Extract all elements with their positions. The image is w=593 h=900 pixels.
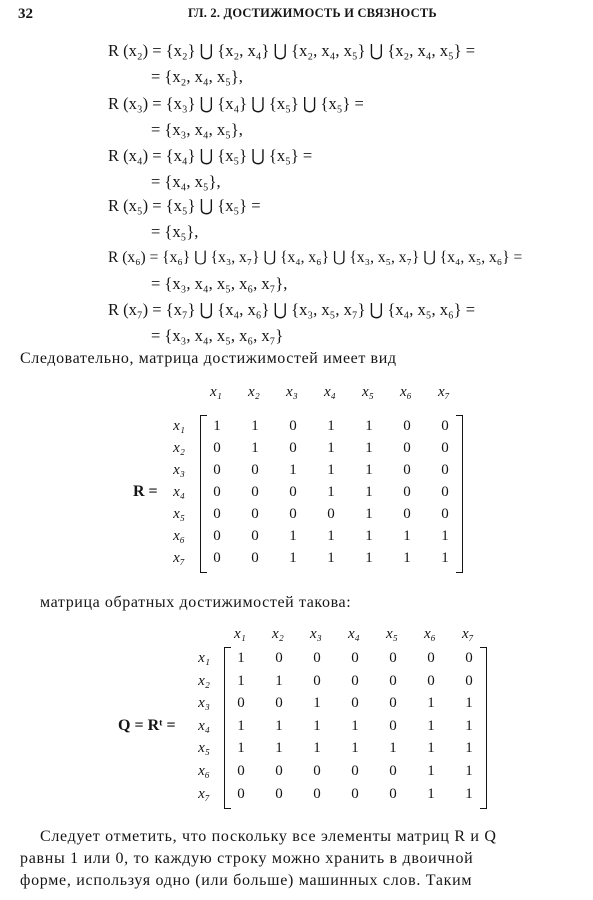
column-header: x₅ (362, 384, 374, 400)
matrix-cell: 0 (275, 695, 283, 712)
matrix-cell: 1 (365, 462, 373, 478)
column-header: x₄ (348, 626, 360, 642)
equation-line: = {x₃, x₄, x₅, x₆, x₇}, (151, 274, 288, 293)
matrix-cell: 0 (275, 785, 283, 802)
matrix-cell: 0 (251, 506, 259, 522)
matrix-cell: 1 (251, 440, 259, 456)
matrix-cell: 1 (365, 550, 373, 566)
matrix-cell: 1 (327, 462, 335, 478)
matrix-cell: 1 (251, 418, 259, 434)
matrix-cell: 1 (389, 740, 397, 757)
matrix-cell: 1 (351, 740, 359, 757)
paragraph-line: Следует отметить, что поскольку все элементы матриц R и Q (40, 828, 497, 845)
matrix-cell: 0 (441, 440, 449, 456)
matrix-cell: 0 (313, 650, 321, 666)
matrix-cell: 0 (441, 506, 449, 522)
matrix-cell: 0 (441, 418, 449, 434)
matrix-cell: 0 (237, 785, 245, 802)
matrix-cell: 1 (327, 440, 335, 456)
matrix-cell: 1 (237, 717, 245, 734)
matrix-cell: 1 (427, 785, 435, 802)
matrix-cell: 0 (289, 440, 297, 456)
matrix-cell: 1 (465, 763, 473, 779)
matrix-cell: 0 (389, 695, 397, 712)
matrix-cell: 1 (237, 672, 245, 689)
chapter-title: ГЛ. 2. ДОСТИЖИМОСТЬ И СВЯЗНОСТЬ (188, 6, 437, 20)
matrix-cell: 0 (403, 506, 411, 522)
column-header: x₂ (272, 626, 284, 642)
matrix-cell: 0 (427, 650, 435, 666)
equation-line: = {x₂, x₄, x₅}, (151, 67, 243, 86)
matrix-cell: 1 (465, 785, 473, 802)
equation-line: = {x₄, x₅}, (151, 172, 221, 191)
matrix-cell: 0 (351, 785, 359, 802)
matrix-label: R = (133, 483, 158, 500)
matrix-cell: 1 (327, 418, 335, 434)
equation-line: = {x₃, x₄, x₅, x₆, x₇} (151, 326, 284, 345)
matrix-cell: 0 (389, 785, 397, 802)
matrix-cell: 1 (427, 740, 435, 757)
matrix-cell: 1 (403, 528, 411, 544)
column-header: x₁ (210, 384, 222, 400)
matrix-cell: 0 (213, 550, 221, 566)
matrix-cell: 0 (213, 462, 221, 478)
matrix-cell: 1 (327, 528, 335, 544)
matrix-cell: 0 (313, 763, 321, 779)
equation-line: R (x₃) = {x₃} ⋃ {x₄} ⋃ {x₅} ⋃ {x₅} = (108, 94, 364, 113)
row-header: x₂ (198, 672, 210, 689)
matrix-cell: 1 (365, 418, 373, 434)
matrix-cell: 1 (313, 717, 321, 734)
matrix-cell: 0 (251, 528, 259, 544)
page-number: 32 (18, 6, 33, 22)
column-header: x₆ (424, 626, 436, 642)
matrix-cell: 1 (427, 763, 435, 779)
matrix-cell: 0 (213, 440, 221, 456)
matrix-cell: 0 (441, 462, 449, 478)
matrix-cell: 0 (465, 650, 473, 666)
matrix-cell: 1 (465, 695, 473, 712)
paragraph-inverse-reachability: матрица обратных достижимостей такова: (40, 594, 352, 611)
matrix-cell: 0 (275, 763, 283, 779)
column-header: x₇ (438, 384, 450, 400)
matrix-cell: 1 (289, 528, 297, 544)
row-header: x₃ (173, 462, 185, 478)
column-header: x₂ (248, 384, 260, 400)
matrix-label: Q = Rᵗ = (118, 716, 176, 734)
matrix-cell: 0 (427, 672, 435, 689)
matrix-cell: 1 (327, 484, 335, 500)
matrix-cell: 1 (427, 717, 435, 734)
matrix-cell: 0 (403, 484, 411, 500)
matrix-cell: 1 (289, 550, 297, 566)
equation-line: R (x₅) = {x₅} ⋃ {x₅} = (108, 196, 261, 215)
matrix-cell: 0 (313, 785, 321, 802)
matrix-cell: 0 (389, 672, 397, 689)
column-header: x₆ (400, 384, 412, 400)
row-header: x₄ (198, 717, 210, 734)
matrix-cell: 0 (213, 484, 221, 500)
matrix-cell: 0 (403, 418, 411, 434)
left-bracket (224, 647, 231, 809)
paragraph-reachability: Следовательно, матрица достижимостей имеет вид (20, 350, 397, 367)
column-header: x₃ (310, 626, 322, 642)
matrix-cell: 0 (275, 650, 283, 666)
column-header: x₁ (234, 626, 246, 642)
left-bracket (200, 415, 207, 573)
column-header: x₇ (462, 626, 474, 642)
page-header (18, 6, 578, 26)
matrix-cell: 1 (275, 717, 283, 734)
row-header: x₄ (173, 484, 185, 500)
column-header: x₄ (324, 384, 336, 400)
column-header: x₅ (386, 626, 398, 642)
matrix-cell: 1 (289, 462, 297, 478)
matrix-cell: 1 (441, 528, 449, 544)
equation-line: R (x₄) = {x₄} ⋃ {x₅} ⋃ {x₅} = (108, 146, 313, 165)
matrix-cell: 0 (251, 462, 259, 478)
matrix-cell: 0 (351, 763, 359, 779)
row-header: x₁ (198, 650, 210, 666)
right-bracket (456, 415, 463, 573)
matrix-cell: 1 (441, 550, 449, 566)
matrix-cell: 1 (427, 695, 435, 712)
row-header: x₆ (173, 528, 185, 544)
equation-line: = {x₅}, (151, 222, 199, 241)
row-header: x₆ (198, 763, 210, 779)
matrix-cell: 0 (389, 717, 397, 734)
matrix-cell: 1 (365, 528, 373, 544)
paragraph-line: форме, используя одно (или больше) машинных слов. Таким (20, 872, 473, 889)
equation-line: R (x₆) = {x₆} ⋃ {x₃, x₇} ⋃ {x₄, x₆} ⋃ {x₃, x₅, x₇} ⋃ {x₄, x₅, x₆} = (108, 249, 523, 266)
matrix-cell: 1 (351, 717, 359, 734)
matrix-cell: 0 (289, 484, 297, 500)
matrix-cell: 1 (313, 740, 321, 757)
matrix-cell: 1 (237, 650, 245, 666)
matrix-cell: 1 (465, 717, 473, 734)
row-header: x₂ (173, 440, 185, 456)
equation-line: R (x₇) = {x₇} ⋃ {x₄, x₆} ⋃ {x₃, x₅, x₇} ⋃ {x₄, x₅, x₆} = (108, 300, 476, 319)
matrix-cell: 0 (389, 763, 397, 779)
matrix-cell: 0 (213, 528, 221, 544)
row-header: x₁ (173, 418, 185, 434)
matrix-cell: 1 (213, 418, 221, 434)
right-bracket (480, 647, 487, 809)
matrix-cell: 0 (237, 695, 245, 712)
matrix-cell: 1 (403, 550, 411, 566)
matrix-cell: 1 (237, 740, 245, 757)
matrix-cell: 1 (275, 740, 283, 757)
matrix-cell: 1 (365, 440, 373, 456)
row-header: x₅ (198, 740, 210, 757)
matrix-cell: 1 (465, 740, 473, 757)
matrix-cell: 1 (275, 672, 283, 689)
closing-paragraph (20, 826, 560, 892)
matrix-cell: 0 (441, 484, 449, 500)
row-header: x₇ (198, 785, 210, 802)
matrix-cell: 1 (313, 695, 321, 712)
matrix-cell: 0 (237, 763, 245, 779)
column-header: x₃ (286, 384, 298, 400)
matrix-cell: 0 (351, 695, 359, 712)
matrix-cell: 0 (289, 418, 297, 434)
matrix-cell: 0 (465, 672, 473, 689)
matrix-cell: 0 (213, 506, 221, 522)
row-header: x₇ (173, 550, 185, 566)
matrix-cell: 1 (327, 550, 335, 566)
matrix-cell: 0 (351, 650, 359, 666)
matrix-cell: 1 (365, 506, 373, 522)
matrix-cell: 0 (313, 672, 321, 689)
matrix-cell: 1 (365, 484, 373, 500)
matrix-cell: 0 (289, 506, 297, 522)
paragraph-line: равны 1 или 0, то каждую строку можно хранить в двоичной (20, 850, 474, 867)
matrix-cell: 0 (327, 506, 335, 522)
matrix-cell: 0 (351, 672, 359, 689)
matrix-cell: 0 (251, 484, 259, 500)
equation-line: = {x₃, x₄, x₅}, (151, 120, 243, 139)
matrix-cell: 0 (403, 440, 411, 456)
matrix-cell: 0 (251, 550, 259, 566)
row-header: x₅ (173, 506, 185, 522)
row-header: x₃ (198, 695, 210, 712)
equation-line: R (x₂) = {x₂} ⋃ {x₂, x₄} ⋃ {x₂, x₄, x₅} ⋃ {x₂, x₄, x₅} = (108, 41, 476, 60)
matrix-cell: 0 (403, 462, 411, 478)
matrix-cell: 0 (389, 650, 397, 666)
